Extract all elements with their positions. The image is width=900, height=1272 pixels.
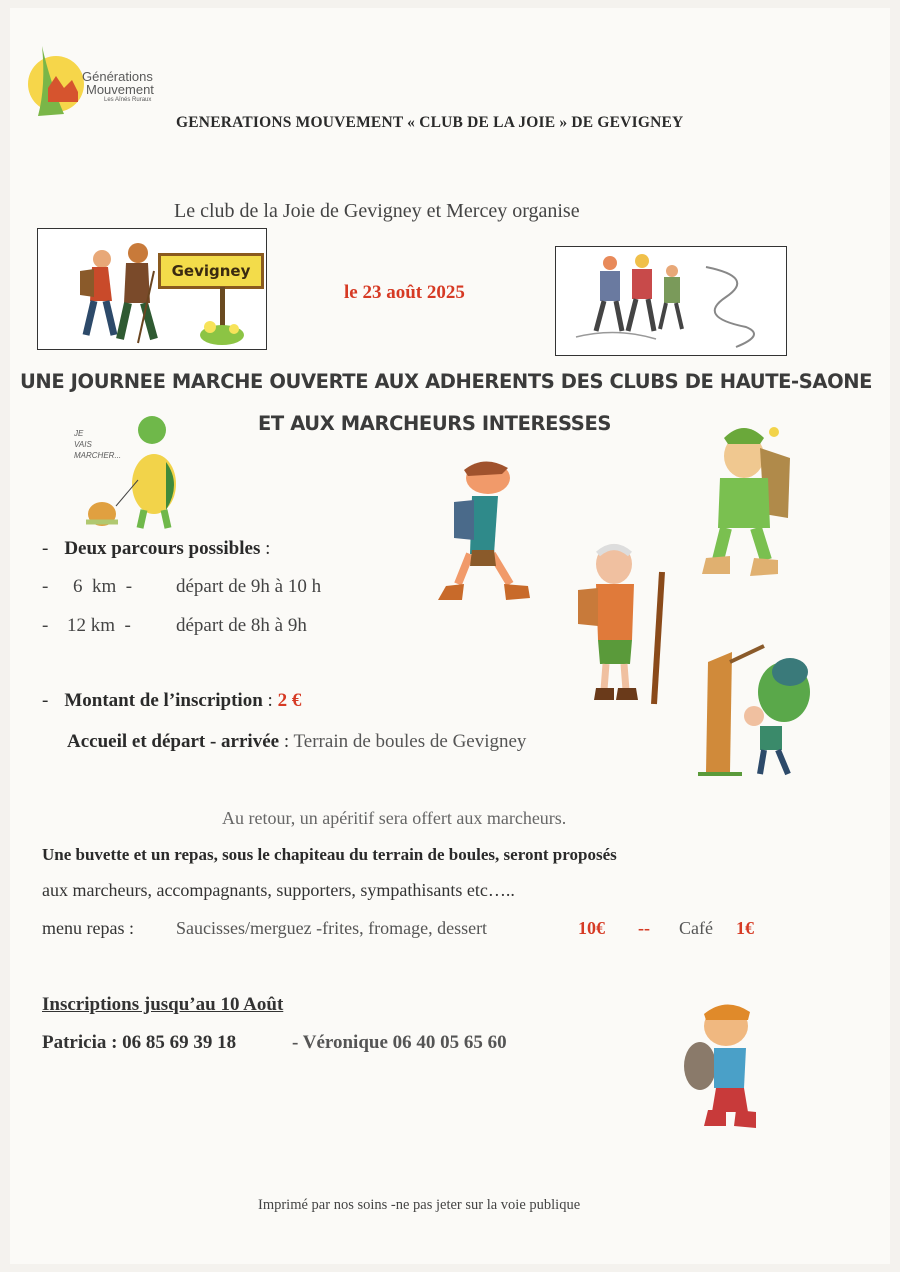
buvette-line1: Une buvette et un repas, sous le chapiteau du terrain de boules, seront proposés [42,845,617,864]
menu-price: 10€ [578,918,605,938]
route2-distance: 12 km - [67,615,131,636]
inscription-price: 2 € [277,690,302,711]
route2-time: départ de 8h à 9h [176,615,307,636]
parcours-colon: : [260,538,271,559]
dash-4: - [42,690,49,711]
menu-label: menu repas : [42,918,134,938]
logo-line1: Générations [82,69,153,84]
menu-items: Saucisses/merguez -frites, fromage, dessert [176,918,488,938]
headline-line2: ET AUX MARCHEURS INTERESSES [258,412,612,435]
hikers-icon [42,231,162,347]
logo-emblem-icon [16,36,86,122]
sign-post-flowers-icon [194,287,254,347]
contact-patricia: Patricia : 06 85 69 39 18 [42,1032,237,1053]
kid-hiker-icon [678,996,768,1136]
turtle-speech-2: VAIS [74,440,92,449]
turtle-speech-3: MARCHER... [74,451,122,460]
menu-separator: -- [638,918,650,938]
route1-time: départ de 9h à 10 h [176,576,322,597]
accueil-label: Accueil et départ - arrivée [67,731,280,752]
hiking-group-illustration [555,246,787,356]
logo-line2: Mouvement [86,82,154,97]
contact-veronique: - Véronique 06 40 05 65 60 [292,1032,507,1053]
turtle-speech-1: JE [74,429,84,438]
buvette-line2: aux marcheurs, accompagnants, supporters, sympathisants etc….. [42,880,515,900]
old-man-hiker-icon [570,540,680,710]
logo-line3: Les Aînés Ruraux [104,97,152,103]
inscription-colon: : [262,690,278,711]
accueil-colon: : [279,731,294,752]
parcours-title: Deux parcours possibles [64,538,261,559]
dash-1: - [42,538,49,559]
header-title: GENERATIONS MOUVEMENT « CLUB DE LA JOIE » DE GEVIGNEY [176,114,684,131]
green-backpacker-icon [694,418,804,584]
gevigney-sign: Gevigney [158,253,264,289]
dash-2: - [42,576,49,597]
cafe-price: 1€ [736,918,754,938]
headline-line1: UNE JOURNEE MARCHE OUVERTE AUX ADHERENTS DES CLUBS DE HAUTE-SAONE [20,370,873,393]
hikers-sign-illustration [37,228,267,350]
turtle-snail-illustration [72,410,184,532]
tree-hiker-icon [694,642,814,782]
accueil-place: Terrain de boules de Gevigney [293,731,527,752]
inscriptions-deadline: Inscriptions jusqu’au 10 Août [42,994,284,1015]
inscription-label: Montant de l’inscription [64,690,263,711]
generations-mouvement-logo [16,36,166,122]
route1-distance: 6 km - [73,576,133,597]
event-date: le 23 août 2025 [344,282,465,303]
walking-hiker-icon [418,454,538,610]
intro-text: Le club de la Joie de Gevigney et Mercey organise [174,200,580,222]
dash-3: - [42,615,49,636]
cafe-label: Café [679,918,713,938]
retour-text: Au retour, un apéritif sera offert aux marcheurs. [222,808,567,828]
footer-text: Imprimé par nos soins -ne pas jeter sur la voie publique [258,1197,581,1213]
hiking-group-icon [556,247,782,351]
